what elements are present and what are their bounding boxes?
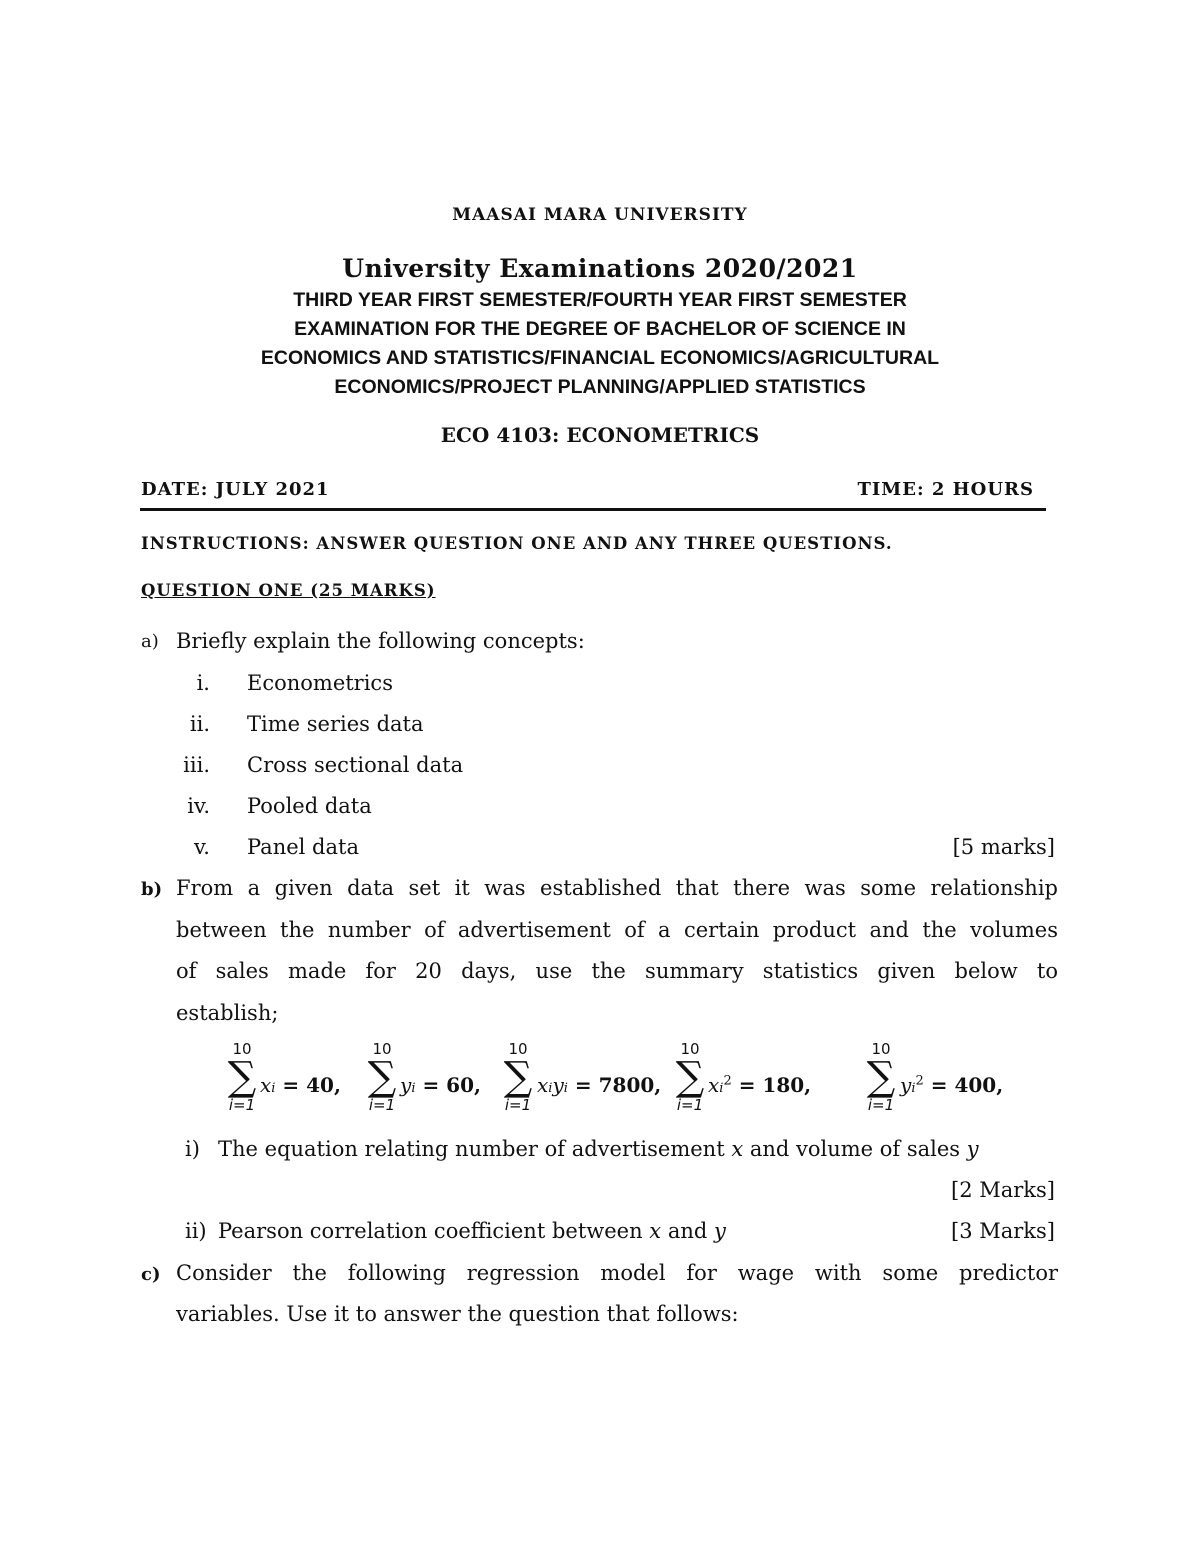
sum-x-expression: xi = 40, <box>260 1073 341 1097</box>
item-number: i. <box>196 671 210 695</box>
exam-date: DATE: JULY 2021 <box>141 479 330 500</box>
summation-sign: 10 ∑ i=1 <box>866 1040 896 1114</box>
course-title: ECO 4103: ECONOMETRICS <box>440 423 760 447</box>
subpart-i-text: The equation relating number of advertisement x and volume of sales y <box>218 1137 979 1161</box>
header-divider <box>140 508 1046 511</box>
part-b-line: From a given data set it was established that there was some relationship <box>176 876 1058 900</box>
part-a-label: a) <box>141 631 159 652</box>
university-name: MAASAI MARA UNIVERSITY <box>452 205 748 225</box>
instructions: INSTRUCTIONS: ANSWER QUESTION ONE AND ANY THREE QUESTIONS. <box>141 534 893 553</box>
item-number: v. <box>193 835 210 859</box>
degree-line: THIRD YEAR FIRST SEMESTER/FOURTH YEAR FIRST SEMESTER <box>293 289 907 311</box>
subpart-i-marks: [2 Marks] <box>951 1178 1055 1202</box>
degree-line: ECONOMICS AND STATISTICS/FINANCIAL ECONOMICS/AGRICULTURAL <box>260 347 940 369</box>
subpart-ii-marks: [3 Marks] <box>951 1219 1055 1243</box>
sum-x-squared-expression: $xi^2 = 180$, <box>708 1073 812 1097</box>
part-b-line: establish; <box>176 1001 279 1025</box>
item-text: Econometrics <box>247 671 393 695</box>
subpart-ii-text: Pearson correlation coefficient between x and y <box>218 1219 726 1243</box>
exam-time: TIME: 2 HOURS <box>857 479 1034 500</box>
part-b-line: of sales made for 20 days, use the summary statistics given below to <box>176 959 1058 983</box>
part-c-line: Consider the following regression model for wage with some predictor <box>176 1261 1058 1285</box>
part-b-line: between the number of advertisement of a certain product and the volumes <box>176 918 1058 942</box>
part-b-label: b) <box>141 879 163 900</box>
item-text: Time series data <box>247 712 424 736</box>
summation-sign: 10 ∑ i=1 <box>367 1040 397 1114</box>
part-a-marks: [5 marks] <box>952 835 1055 859</box>
item-number: ii. <box>189 712 210 736</box>
part-a-text: Briefly explain the following concepts: <box>176 629 585 653</box>
part-c-label: c) <box>141 1264 161 1285</box>
sum-y-squared-expression: $yi^2 = 400$, <box>900 1073 1004 1097</box>
item-number: iii. <box>183 753 210 777</box>
item-text: Pooled data <box>247 794 372 818</box>
degree-line: ECONOMICS/PROJECT PLANNING/APPLIED STATISTICS <box>334 376 866 398</box>
sum-y-expression: yi = 60, <box>400 1073 481 1097</box>
sum-xy-expression: xiyi = 7800, <box>537 1073 662 1097</box>
part-c-line: variables. Use it to answer the question that follows: <box>176 1302 739 1326</box>
degree-description <box>0 286 1200 402</box>
degree-line: EXAMINATION FOR THE DEGREE OF BACHELOR OF SCIENCE IN <box>294 318 906 340</box>
summation-sign: 10 ∑ i=1 <box>675 1040 705 1114</box>
summation-sign: 10 ∑ i=1 <box>227 1040 257 1114</box>
subpart-ii-label: ii) <box>185 1219 207 1243</box>
item-number: iv. <box>187 794 210 818</box>
item-text: Cross sectional data <box>247 753 464 777</box>
item-text: Panel data <box>247 835 359 859</box>
summation-sign: 10 ∑ i=1 <box>503 1040 533 1114</box>
subpart-i-label: i) <box>185 1137 200 1161</box>
question-one-heading: QUESTION ONE (25 MARKS) <box>141 581 436 600</box>
exam-title: University Examinations 2020/2021 <box>342 254 858 283</box>
